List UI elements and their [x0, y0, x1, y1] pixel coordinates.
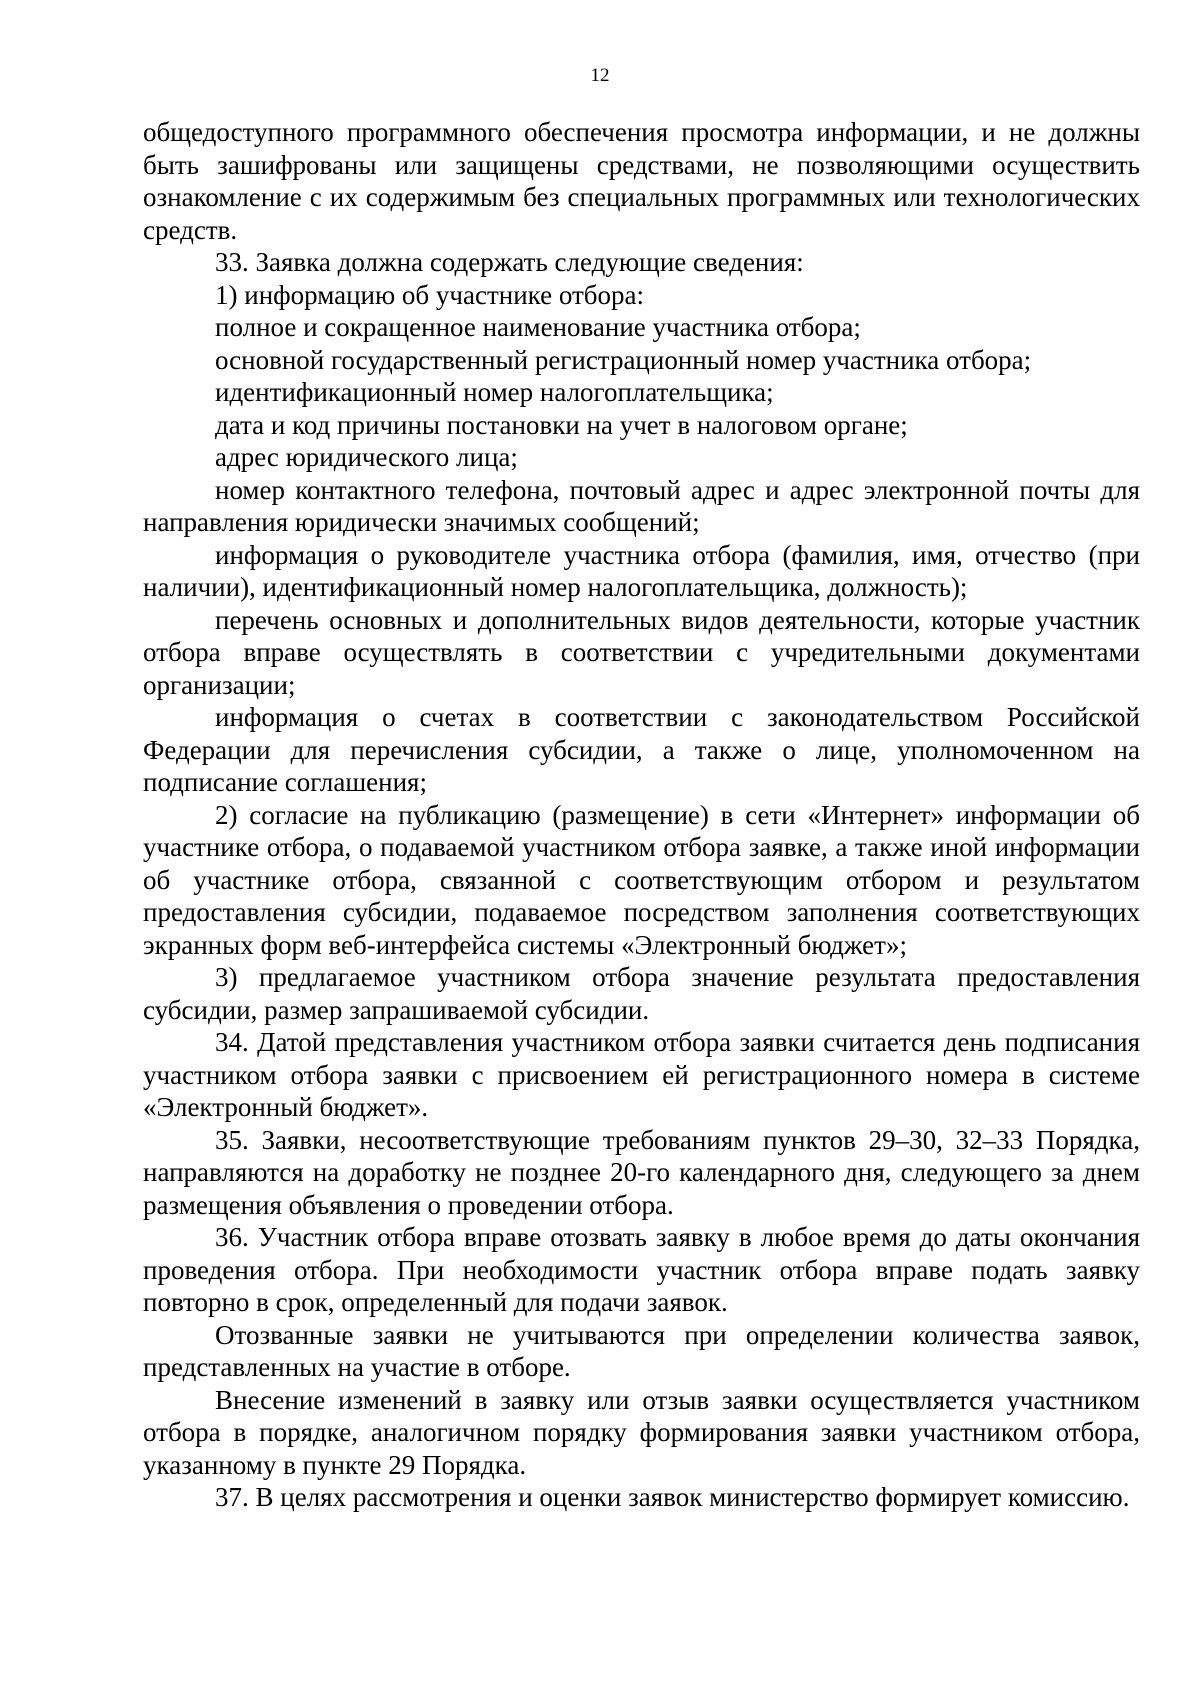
list-item: идентификационный номер налогоплательщика; [215, 377, 774, 407]
paragraph-item-37: 37. В целях рассмотрения и оценки заявок министерство формирует комиссию. [215, 1482, 1130, 1512]
list-item: информация о руководителе участника отбора (фамилия, имя, отчество (при наличии), идентификационный номер налогоплательщика, должность); [143, 539, 1140, 602]
document-body [143, 116, 1140, 1514]
paragraph: Внесение изменений в заявку или отзыв заявки осуществляется участником отбора в порядке, аналогичном порядку формирования заявки участником отбора, указанному в пункте 29 Порядка. [143, 1384, 1140, 1480]
paragraph-item-33: 33. Заявка должна содержать следующие сведения: [215, 247, 804, 277]
page-number: 12 [590, 65, 610, 86]
list-item: перечень основных и дополнительных видов деятельности, которые участник отбора вправе осуществлять в соответствии с учредительными документами организации; [143, 604, 1140, 700]
paragraph-subitem-1: 1) информацию об участнике отбора: [215, 279, 645, 310]
list-item: полное и сокращенное наименование участника отбора; [215, 312, 861, 342]
paragraph-item-36: 36. Участник отбора вправе отозвать заявку в любое время до даты окончания проведения отбора. При необходимости участник отбора вправе подать заявку повторно в срок, определенный для подачи заявок. [143, 1222, 1140, 1317]
paragraph-subitem-3: 3) предлагаемое участником отбора значение результата предоставления субсидии, размер запрашиваемой субсидии. [143, 962, 1140, 1025]
list-item: основной государственный регистрационный номер участника отбора; [215, 344, 1032, 375]
paragraph-subitem-2: 2) согласие на публикацию (размещение) в сети «Интернет» информации об участнике отбора, о подаваемой участником отбора заявке, а также иной информации об участнике отбора, связанной с соответствующим отбором и результатом предоставления субсидии, подаваемое посредством заполнения соответствующих экранных форм веб-интерфейса системы «Электронный бюджет»; [143, 799, 1140, 960]
paragraph: Отозванные заявки не учитываются при определении количества заявок, представленных на участие в отборе. [143, 1319, 1140, 1382]
list-item: информация о счетах в соответствии с законодательством Российской Федерации для перечисления субсидии, а также о лице, уполномоченном на подписание соглашения; [143, 702, 1140, 797]
paragraph-item-34: 34. Датой представления участником отбора заявки считается день подписания участником отбора заявки с присвоением ей регистрационного номера в системе «Электронный бюджет». [143, 1027, 1140, 1122]
paragraph-item-35: 35. Заявки, несоответствующие требованиям пунктов 29–30, 32–33 Порядка, направляются на доработку не позднее 20-го календарного дня, следующего за днем размещения объявления о проведении отбора. [143, 1124, 1140, 1220]
list-item: номер контактного телефона, почтовый адрес и адрес электронной почты для направления юридически значимых сообщений; [143, 474, 1140, 537]
list-item: адрес юридического лица; [215, 442, 518, 472]
list-item: дата и код причины постановки на учет в налоговом органе; [215, 409, 908, 440]
paragraph-continuation: общедоступного программного обеспечения просмотра информации, и не должны быть зашифрованы или защищены средствами, не позволяющими осуществить ознакомление с их содержимым без специальных программных или технологических средств. [143, 117, 1140, 245]
